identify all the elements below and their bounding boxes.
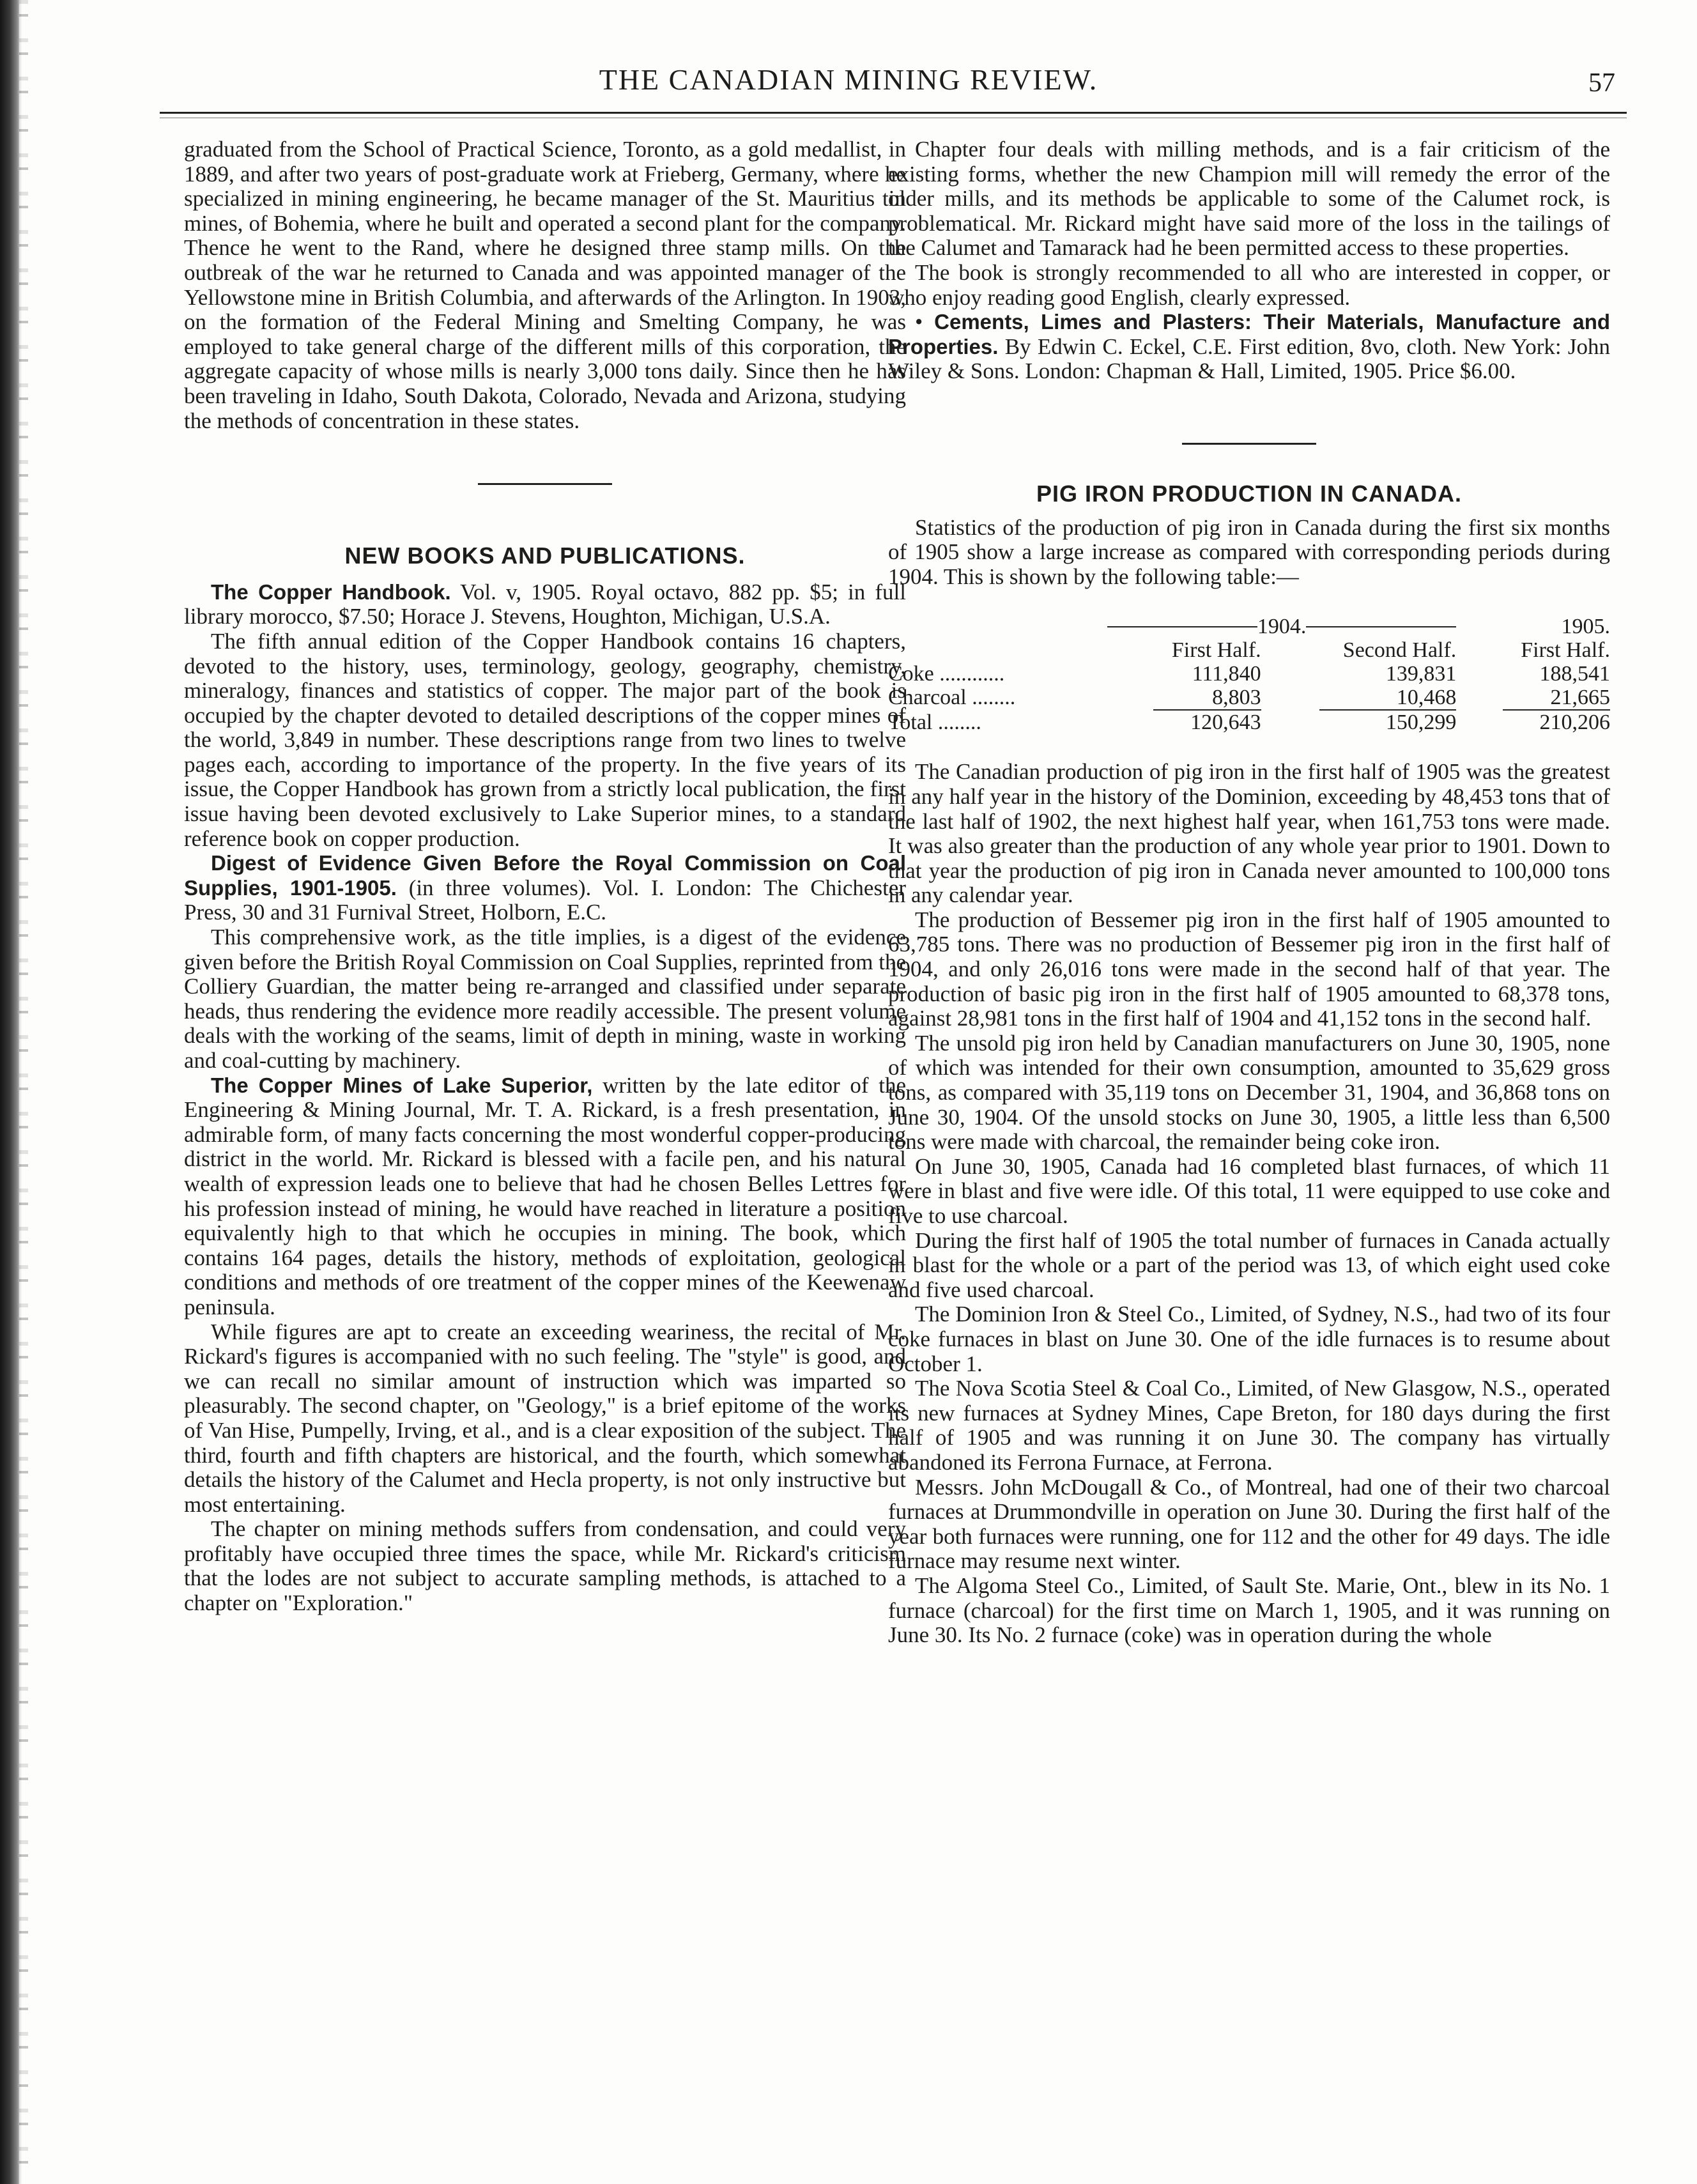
row-label: Charcoal ........ (888, 686, 1016, 710)
bullet: • (915, 309, 923, 335)
paragraph-intro: Statistics of the production of pig iron in Canada during the first six months of 1905 show a large increase as compared with corresponding periods during 1904. This is shown by the following table:— (888, 514, 1610, 589)
table-year-row (888, 615, 1610, 638)
paragraph-biography: graduated from the School of Practical Science, Toronto, as a gold medallist, in 1889, and after two years of post-graduate work at Frieberg, Germany, where he specialized in mining engineering, he became manager of the St. Mauritius tin mines, of Bohemia, where he built and operated a second plant for the company. Thence he went to the Rand, where he designed three stamp mills. On the outbreak of the war he returned to Canada and was appointed manager of the Yellowstone mine in British Columbia, and afterwards of the Arlington. In 1903, on the formation of the Federal Mining and Smelting Company, he was employed to take general charge of the different mills of this corporation, the aggregate capacity of whose mills is nearly 3,000 tons daily. Since then he has been traveling in Idaho, South Dakota, Colorado, Nevada and Arizona, studying the methods of concentration in these states. (184, 137, 906, 433)
cell-value: 8,803 (1212, 686, 1261, 710)
table-header-row (888, 638, 1610, 662)
book-title: The Copper Handbook. (211, 580, 451, 604)
paragraph: During the first half of 1905 the total number of furnaces in Canada actually in blast for the whole or a part of the period was 13, of which eight used coke and five used charcoal. (888, 1227, 1610, 1302)
book-entry-lake-superior (184, 1073, 906, 1320)
paragraph-review: While figures are apt to create an exceeding weariness, the recital of Mr. Rickard's figures is accompanied with no such feeling. The "style" is good, and we can recall no similar amount of instruction which was imparted so pleasurably. The second chapter, on "Geology," is a brief epitome of the works of Van Hise, Pumpelly, Irving, et al., and is a clear exposition of the subject. The third, fourth and fifth chapters are historical, and the fourth, which somewhat details the history of the Calumet and Hecla property, is not only instructive but most entertaining. (184, 1319, 906, 1517)
paragraph: The Algoma Steel Co., Limited, of Sault Ste. Marie, Ont., blew in its No. 1 furnace (charcoal) for the first time on March 1, 1905, and it was running on June 30. Its No. 2 furnace (coke) was in operation during the whole (888, 1573, 1610, 1648)
table-row (888, 686, 1610, 709)
page-number: 57 (1588, 68, 1615, 98)
book-details: By Edwin C. Eckel, C.E. First edition, 8vo, cloth. New York: John Wiley & Sons. London: Chapman & Hall, Limited, 1905. Price $6.00. (888, 334, 1610, 384)
year-header-1904: 1904. (1257, 615, 1307, 639)
right-column (888, 137, 1610, 1648)
paragraph: The Dominion Iron & Steel Co., Limited, of Sydney, N.S., had two of its four coke furnaces in blast on June 30. One of the idle furnaces is to resume about October 1. (888, 1302, 1610, 1376)
running-title: THE CANADIAN MINING REVIEW. (599, 63, 1098, 96)
cell-value: 111,840 (1192, 662, 1261, 686)
pig-iron-table (888, 615, 1610, 734)
cell-value: 21,665 (1550, 686, 1610, 710)
paragraph: The production of Bessemer pig iron in the first half of 1905 amounted to 63,785 tons. There was no production of Bessemer pig iron in the first half of 1904, and only 26,016 tons were made in the second half of that year. The production of basic pig iron in the first half of 1905 amounted to 68,378 tons, against 28,981 tons in the first half of 1904 and 41,152 tons in the second half. (888, 907, 1610, 1031)
paragraph: The unsold pig iron held by Canadian manufacturers on June 30, 1905, none of which was intended for their own consumption, amounted to 35,629 gross tons, as compared with 35,119 tons on December 31, 1904, and 36,868 tons on June 30, 1904. Of the unsold stocks on June 30, 1905, a little less than 6,500 tons were made with charcoal, the remainder being coke iron. (888, 1030, 1610, 1155)
paragraph-review: The book is strongly recommended to all who are interested in copper, or who enjoy reading good English, clearly expressed. (888, 259, 1610, 310)
page-binding-edge (0, 0, 22, 2184)
binding-shadow (19, 0, 28, 2184)
book-title: The Copper Mines of Lake Superior, (211, 1073, 593, 1097)
table-row (888, 662, 1610, 686)
book-title: Digest of Evidence Given Before the Royal Commission on Coal Supplies, 1901-1905. (184, 851, 906, 900)
cell-value: 188,541 (1539, 662, 1610, 686)
section-title-new-books: NEW BOOKS AND PUBLICATIONS. (344, 542, 746, 569)
paragraph-review: This comprehensive work, as the title implies, is a digest of the evidence given before the British Royal Commission on Coal Supplies, reprinted from the Colliery Guardian, the matter being re-arranged and classified under separate heads, thus rendering the evidence more readily accessible. The present volume deals with the working of the seams, limit of depth in mining, waste in working and coal-cutting by machinery. (184, 925, 906, 1073)
paragraph-review: The fifth annual edition of the Copper Handbook contains 16 chapters, devoted to the history, uses, terminology, geology, geography, chemistry, mineralogy, finances and statistics of copper. The major part of the book is occupied by the chapter devoted to detailed descriptions of the copper mines of the world, 3,849 in number. These descriptions range from two lines to twelve pages each, according to importance of the property. In the five years of its issue, the Copper Handbook has grown from a strictly local publication, the first issue having been devoted exclusively to Lake Superior mines, to a standard reference book on copper production. (184, 628, 906, 851)
book-entry-coal-digest (184, 851, 906, 925)
book-review: written by the late editor of the Engineering & Mining Journal, Mr. T. A. Rickard, is a fresh presentation, in admirable form, of many facts concerning the most wonderful copper-producing district in the world. Mr. Rickard is blessed with a facile pen, and his natural wealth of expression leads one to believe that had he chosen Belles Lettres for his profession instead of mining, he would have reached in literature a position equivalently high to that which he occupies in mining. The book, which contains 164 pages, details the history, methods of exploitation, geological conditions and methods of ore treatment of the copper mines of the Keewenaw peninsula. (184, 1072, 906, 1319)
cell-value: 139,831 (1385, 662, 1457, 686)
year-header-1905: 1905. (1561, 615, 1610, 639)
book-entry-copper-handbook (184, 580, 906, 629)
paragraph: On June 30, 1905, Canada had 16 completed blast furnaces, of which 11 were in blast and five were idle. Of this total, 11 were equipped to use coke and five to use charcoal. (888, 1153, 1610, 1228)
cell-value: 210,206 (1539, 711, 1610, 735)
column-header: First Half. (1521, 638, 1610, 663)
paragraph: The Nova Scotia Steel & Coal Co., Limited, of New Glasgow, N.S., operated its new furnaces at Sydney Mines, Cape Breton, for 180 days during the first half of 1905 and was running it on June 30. The company has virtually abandoned its Ferrona Furnace, at Ferrona. (888, 1376, 1610, 1475)
paragraph: The Canadian production of pig iron in the first half of 1905 was the greatest in any half year in the history of the Dominion, exceeding by 48,453 tons that of the last half of 1902, the next highest half year, when 161,753 tons were made. It was also greater than the production of any whole year prior to 1901. Down to that year the production of pig iron in Canada never amounted to 100,000 tons in any calendar year. (888, 759, 1610, 908)
column-header: First Half. (1171, 638, 1261, 663)
cell-value: 10,468 (1396, 686, 1457, 710)
cell-value: 150,299 (1385, 711, 1457, 735)
book-title: Cements, Limes and Plasters: Their Materials, Manufacture and Properties. (888, 310, 1611, 358)
row-label: Coke ............ (888, 662, 1005, 686)
cell-value: 120,643 (1190, 711, 1261, 735)
table-total-row (888, 711, 1610, 734)
book-details: (in three volumes). Vol. I. London: The Chichester Press, 30 and 31 Furnival Street, Holborn, E.C. (184, 875, 906, 925)
paragraph-review: Chapter four deals with milling methods, and is a fair criticism of the existing forms, whether the new Champion mill will remedy the error of the older mills, and its methods be applicable to some of the Calumet rock, is problematical. Mr. Rickard might have said more of the loss in the tailings of the Calumet and Tamarack had he been permitted access to these properties. (888, 137, 1610, 261)
book-details: Vol. v, 1905. Royal octavo, 882 pp. $5; in full library morocco, $7.50; Horace J. Stevens, Houghton, Michigan, U.S.A. (184, 579, 906, 629)
header-rule (160, 112, 1627, 114)
left-column (184, 137, 906, 1616)
row-label: Total ........ (888, 711, 981, 735)
column-header: Second Half. (1342, 638, 1457, 663)
paragraph-review: The chapter on mining methods suffers from condensation, and could very profitably have occupied three times the space, while Mr. Rickard's criticism that the lodes are not subject to accurate sampling methods, is attached to a chapter on "Exploration." (184, 1516, 906, 1616)
book-entry-cements (888, 310, 1610, 384)
section-title-pig-iron: PIG IRON PRODUCTION IN CANADA. (1036, 480, 1462, 507)
paragraph: Messrs. John McDougall & Co., of Montreal, had one of their two charcoal furnaces at Drummondville in operation on June 30. During the first half of the year both furnaces were running, one for 112 and the other for 49 days. The idle furnace may resume next winter. (888, 1474, 1610, 1574)
